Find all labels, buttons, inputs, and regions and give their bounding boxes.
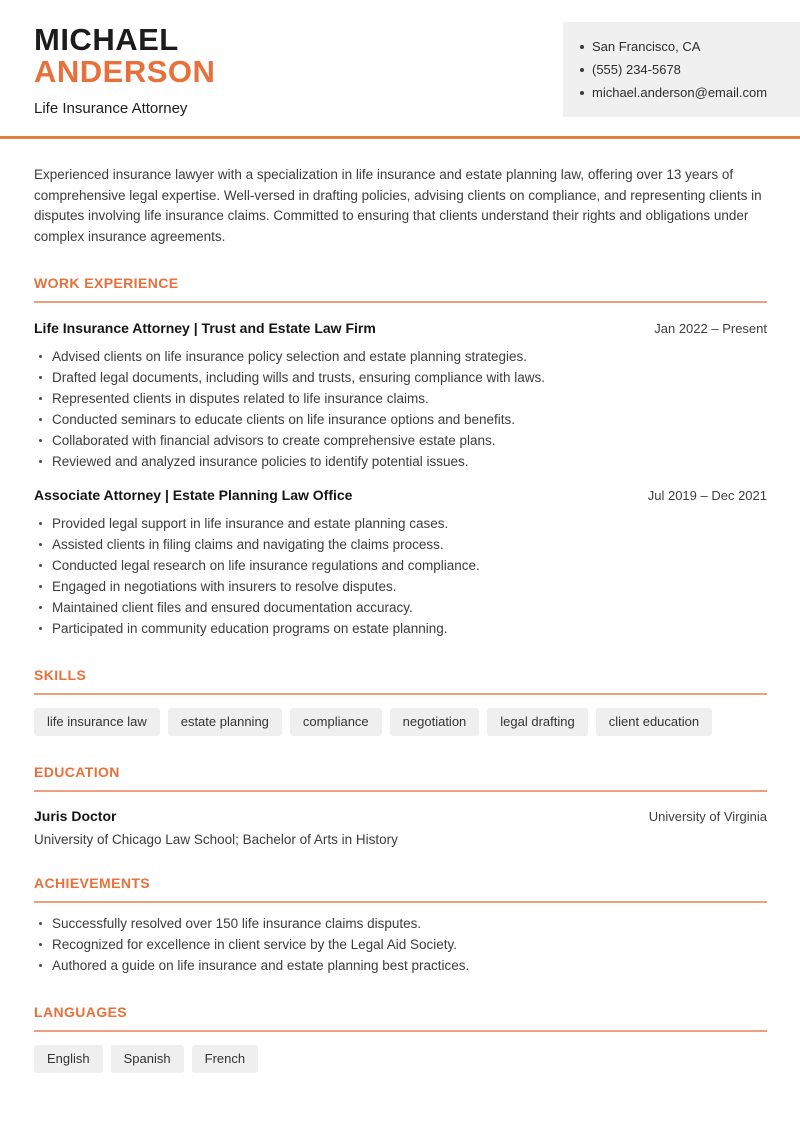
language-tag: French <box>192 1045 258 1073</box>
bullet-item <box>34 576 767 597</box>
language-tag-list <box>34 1045 767 1073</box>
skill-tag: negotiation <box>390 708 480 736</box>
bullet-text: Drafted legal documents, including wills and trusts, ensuring compliance with laws. <box>52 370 545 385</box>
bullet-item <box>34 597 767 618</box>
bullet-item <box>34 534 767 555</box>
summary-paragraph: Experienced insurance lawyer with a specialization in life insurance and estate planning law, offering over 13 years of comprehensive legal expertise. Well-versed in drafting policies, advising clients on compliance, and representing clients in disputes involving life insurance claims. Committed to ensuring that clients understand their rights and obligations under complex insurance agreements. <box>34 167 762 244</box>
skill-tag: client education <box>596 708 712 736</box>
bullet-text: Recognized for excellence in client service by the Legal Aid Society. <box>52 937 457 952</box>
bullet-icon <box>580 45 584 49</box>
bullet-icon <box>39 585 42 588</box>
section-skills <box>34 667 767 736</box>
education-institution: University of Virginia <box>648 809 767 824</box>
skill-tag-list <box>34 708 767 736</box>
bullet-item <box>34 451 767 472</box>
job-dates: Jan 2022 – Present <box>654 321 767 336</box>
contact-item <box>580 35 790 58</box>
content <box>0 165 800 1113</box>
job-entry <box>34 487 767 639</box>
header-divider <box>0 136 800 139</box>
bullet-icon <box>39 522 42 525</box>
bullet-icon <box>39 376 42 379</box>
contact-text: (555) 234-5678 <box>592 62 681 77</box>
bullet-text: Maintained client files and ensured documentation accuracy. <box>52 600 413 615</box>
contact-text: michael.anderson@email.com <box>592 85 768 100</box>
section-work-experience <box>34 275 767 639</box>
section-languages <box>34 1004 767 1073</box>
bullet-icon <box>39 460 42 463</box>
bullet-icon <box>39 627 42 630</box>
role-title: Life Insurance Attorney <box>34 100 188 117</box>
bullet-text: Provided legal support in life insurance and estate planning cases. <box>52 516 449 531</box>
education-degree: Juris Doctor <box>34 808 117 824</box>
section-rule <box>34 301 767 303</box>
last-name: ANDERSON <box>34 54 216 89</box>
header <box>0 0 800 117</box>
section-rule <box>34 1030 767 1032</box>
skill-tag: legal drafting <box>487 708 587 736</box>
bullet-item <box>34 955 767 976</box>
job-bullet-list <box>34 346 767 472</box>
contact-item <box>580 58 790 81</box>
job-header <box>34 320 767 336</box>
section-achievements <box>34 875 767 976</box>
bullet-item <box>34 409 767 430</box>
bullet-item <box>34 618 767 639</box>
section-rule <box>34 901 767 903</box>
education-details: University of Chicago Law School; Bachelor of Arts in History <box>34 832 398 847</box>
bullet-text: Collaborated with financial advisors to create comprehensive estate plans. <box>52 433 496 448</box>
bullet-icon <box>580 91 584 95</box>
contact-list <box>580 35 790 104</box>
name-block <box>34 22 215 117</box>
bullet-text: Authored a guide on life insurance and estate planning best practices. <box>52 958 470 973</box>
bullet-icon <box>39 543 42 546</box>
job-dates: Jul 2019 – Dec 2021 <box>647 488 767 503</box>
section-rule <box>34 693 767 695</box>
section-heading-work-experience: WORK EXPERIENCE <box>34 275 179 291</box>
education-header <box>34 808 767 824</box>
section-rule <box>34 790 767 792</box>
bullet-icon <box>39 397 42 400</box>
language-tag: Spanish <box>111 1045 184 1073</box>
skill-tag: life insurance law <box>34 708 160 736</box>
bullet-text: Represented clients in disputes related to life insurance claims. <box>52 391 429 406</box>
section-heading-languages: LANGUAGES <box>34 1004 128 1020</box>
section-education <box>34 764 767 847</box>
bullet-item <box>34 934 767 955</box>
bullet-item <box>34 388 767 409</box>
contact-box <box>563 22 800 117</box>
job-header <box>34 487 767 503</box>
bullet-icon <box>39 439 42 442</box>
bullet-icon <box>39 606 42 609</box>
bullet-item <box>34 913 767 934</box>
bullet-text: Engaged in negotiations with insurers to resolve disputes. <box>52 579 397 594</box>
contact-item <box>580 81 790 104</box>
bullet-item <box>34 513 767 534</box>
section-heading-skills: SKILLS <box>34 667 87 683</box>
bullet-item <box>34 367 767 388</box>
bullet-icon <box>39 922 42 925</box>
bullet-icon <box>39 964 42 967</box>
job-bullet-list <box>34 513 767 639</box>
language-tag: English <box>34 1045 103 1073</box>
bullet-item <box>34 555 767 576</box>
bullet-icon <box>39 418 42 421</box>
bullet-text: Advised clients on life insurance policy selection and estate planning strategies. <box>52 349 528 364</box>
skill-tag: estate planning <box>168 708 282 736</box>
bullet-icon <box>39 564 42 567</box>
bullet-text: Successfully resolved over 150 life insurance claims disputes. <box>52 916 422 931</box>
job-title: Associate Attorney | Estate Planning Law Office <box>34 487 353 503</box>
achievement-list <box>34 913 767 976</box>
bullet-text: Participated in community education programs on estate planning. <box>52 621 448 636</box>
section-heading-achievements: ACHIEVEMENTS <box>34 875 151 891</box>
contact-text: San Francisco, CA <box>592 39 701 54</box>
bullet-icon <box>580 68 584 72</box>
bullet-icon <box>39 943 42 946</box>
bullet-text: Assisted clients in filing claims and navigating the claims process. <box>52 537 444 552</box>
job-entry <box>34 320 767 472</box>
bullet-item <box>34 346 767 367</box>
job-title: Life Insurance Attorney | Trust and Estate Law Firm <box>34 320 376 336</box>
section-heading-education: EDUCATION <box>34 764 120 780</box>
bullet-icon <box>39 355 42 358</box>
first-name: MICHAEL <box>34 22 179 57</box>
bullet-item <box>34 430 767 451</box>
bullet-text: Conducted legal research on life insurance regulations and compliance. <box>52 558 480 573</box>
skill-tag: compliance <box>290 708 382 736</box>
bullet-text: Conducted seminars to educate clients on life insurance options and benefits. <box>52 412 516 427</box>
bullet-text: Reviewed and analyzed insurance policies to identify potential issues. <box>52 454 469 469</box>
